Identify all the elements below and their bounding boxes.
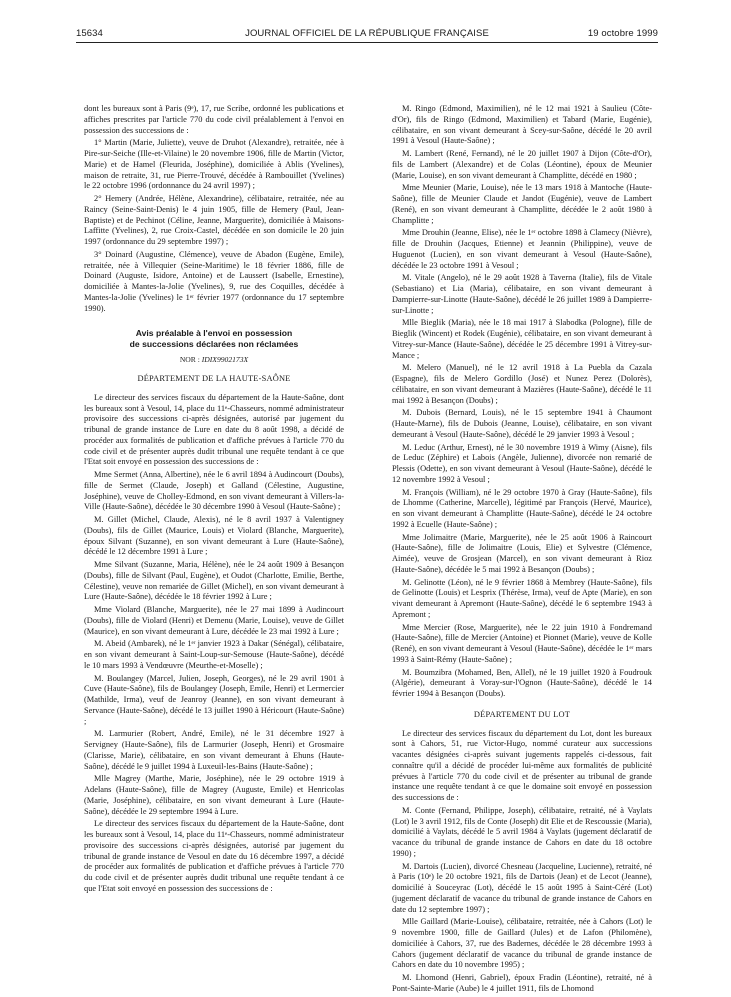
paragraph: M. Boulangey (Marcel, Julien, Joseph, Georges), né le 29 avril 1901 à Cuve (Haute-Saône), fils de Boulangey (Joseph, Emile, Henri) et Lermercier (Mathilde, Irma), veuf de Jeanroy (Jeanne), en son vivant demeurant à Servance (Haute-Saône), décédé le 13 juillet 1990 à Héricourt (Haute-Saône) ; [84, 673, 344, 726]
paragraph: M. Dartois (Lucien), divorcé Chesneau (Jacqueline, Lucienne), retraité, né à Paris (10ᵉ) le 20 octobre 1921, fils de Dartois (Jean) et de Lecot (Jeanne), domicilié à Souceyrac (Lot), décédé le 15 août 1995 à Saint-Céré (Lot) (jugement déclaratif de vacance du tribunal de grande instance de Cahors en date du 12 septembre 1997) ; [392, 861, 652, 914]
paragraph: M. Lambert (René, Fernand), né le 20 juillet 1907 à Dijon (Côte-d'Or), fils de Lambert (Alexandre) et de Colas (Léontine), époux de Meunier (Marie, Louise), en son vivant demeurant à Champlitte, décédé en 1980 ; [392, 149, 652, 180]
paragraph: Mme Silvant (Suzanne, Maria, Hélène), née le 24 août 1909 à Besançon (Doubs), fille de Silvant (Paul, Eugène), et Oudot (Charlotte, Emilie, Berthe, Célestine), veuve non remariée de Gillet (Michel), en son vivant demeurant à Lure (Haute-Saône), décédée le 18 février 1992 à Lure ; [84, 560, 344, 602]
nor-label: NOR : [179, 355, 200, 365]
paragraph: M. François (William), né le 29 octobre 1970 à Gray (Haute-Saône), fils de Lhomme (Catherine, Marcelle), légitimé par François (Hervé, Maurice), en son vivant demeurant à Champlitte (Haute-Saône), décédé le 24 octobre 1992 à Ecuelle (Haute-Saône) ; [392, 487, 652, 529]
paragraph: M. Dubois (Bernard, Louis), né le 15 septembre 1941 à Chaumont (Haute-Marne), fils de Dubois (Jeanne, Louise), célibataire, en son vivant demeurant à Vesoul (Haute-Saône), décédé le 29 janvier 1993 à Vesoul ; [392, 408, 652, 439]
paragraph: Le directeur des services fiscaux du département de la Haute-Saône, dont les bureaux sont à Vesoul, 14, place du 11ᵉ-Chasseurs, nommé administrateur provisoire des successions ci-après désignées, autorisé par jugement du tribunal de grande instance de Vesoul en date du 16 décembre 1997, a décidé de procéder aux formalités de publication et d'affiche prévues à l'article 770 du code civil et de présenter auprès dudit tribunal une requête tendant à ce que l'Etat soit envoyé en possession des successions de : [84, 819, 344, 893]
department-heading: DÉPARTEMENT DU LOT [473, 709, 571, 719]
paragraph: M. Leduc (Arthur, Ernest), né le 30 novembre 1919 à Wimy (Aisne), fils de Leduc (Zéphire) et Labois (Angèle, Julienne), divorcée non remarié de Plessis (Odette), en son vivant demeurant à Vesoul (Haute-Saône), décédé le 12 novembre 1992 à Vesoul ; [392, 442, 652, 484]
paragraph: M. Boumzibra (Mohamed, Ben, Allel), né le 19 juillet 1920 à Foudrouk (Algérie), demeurant à Voray-sur-l'Ognon (Haute-Saône), décédé le 14 février 1994 à Besançon (Doubs). [392, 667, 652, 698]
paragraph: Mme Sermet (Anna, Albertine), née le 6 avril 1894 à Audincourt (Doubs), fille de Sermet (Claude, Joseph) et Galland (Célestine, Augustine, Joséphine), veuve de Cholley-Edmond, en son vivant demeurant à Villers-la-Ville (Haute-Saône), décédée le 30 décembre 1990 à Vesoul (Haute-Saône) ; [84, 470, 344, 512]
list-item: 2° Hemery (Andrée, Hélène, Alexandrine), célibataire, retraitée, née au Raincy (Seine-Saint-Denis) le 4 juin 1905, fille de Hemery (Paul, Jean-Baptiste) et de Pechinot (Céline, Jeanne, Marguerite), domiciliée à Maisons-Laffitte (Yvelines), 2, rue Croix-Castel, décédée en son domicile le 20 juin 1997 (ordonnance du 29 septembre 1997) ; [84, 194, 344, 246]
paragraph: M. Vitale (Angelo), né le 29 août 1928 à Taverna (Italie), fils de Vitale (Sebastiano) et Lia (Maria), célibataire, en son vivant demeurant à Dampierre-sur-Linotte (Haute-Saône), décédé le 26 juillet 1989 à Dampierre-sur-Linotte ; [392, 273, 652, 315]
paragraph: Mlle Gaillard (Marie-Louise), célibataire, retraitée, née à Cahors (Lot) le 9 novembre 1900, fille de Gaillard (Jules) et de Lafon (Philomène), domiciliée à Cahors, 37, rue des Badernes, décédée le 28 décembre 1993 à Cahors (jugement déclaratif de vacance du tribunal de grande instance de Cahors en date du 10 novembre 1995) ; [392, 917, 652, 970]
list-item: 3° Doinard (Augustine, Clémence), veuve de Abadon (Eugène, Emile), retraitée, née à Villequier (Seine-Maritime) le 18 février 1886, fille de Doinard (Auguste, Isidore, Antoine) et de Laussert (Isabelle, Ernestine), domiciliée à Mantes-la-Jolie (Yvelines), 9, rue des Coquilles, décédée à Mantes-la-Jolie (Yvelines) le 1ᵉʳ février 1977 (ordonnance du 17 septembre 1990). [84, 249, 344, 313]
department-heading: DÉPARTEMENT DE LA HAUTE-SAÔNE [137, 374, 291, 383]
paragraph: M. Ringo (Edmond, Maximilien), né le 12 mai 1921 à Saulieu (Côte-d'Or), fils de Ringo (Edmond, Maximilien) et Tabard (Marie, Eugénie), célibataire, en son vivant demeurant à Scey-sur-Saône, décédé le 20 avril 1991 à Vesoul (Haute-Saône) ; [392, 104, 652, 146]
left-column [84, 104, 344, 897]
journal-title: JOURNAL OFFICIEL DE LA RÉPUBLIQUE FRANÇAISE [245, 28, 489, 39]
notice-title [84, 328, 344, 349]
paragraph: Mme Mercier (Rose, Marguerite), née le 22 juin 1910 à Fondremand (Haute-Saône), fille de Mercier (Antoine) et Pionnet (Marie), veuve de Kolle (René), en son vivant demeurant à Vesoul (Haute-Saône), décédée le 1ᵉʳ mars 1993 à Saint-Rémy (Haute-Saône) ; [392, 622, 652, 664]
issue-date: 19 octobre 1999 [587, 28, 658, 39]
header-rule [76, 42, 658, 43]
right-column [392, 104, 652, 997]
nor-code: IDIX9902173X [201, 355, 249, 365]
nor-reference [84, 355, 344, 366]
paragraph: M. Melero (Manuel), né le 12 avril 1918 à La Puebla da Cazala (Espagne), fils de Melero Gordillo (José) et Nunez Perez (Dolorès), célibataire, en son vivant demeurant à Mazières (Haute-Saône), décédé le 11 mai 1992 à Besançon (Doubs) ; [392, 363, 652, 405]
paragraph: M. Conte (Fernand, Philippe, Joseph), célibataire, retraité, né à Vaylats (Lot) le 3 avril 1912, fils de Conte (Joseph) dit Elie et de Rescoussie (Maria), domicilié à Vaylats, décédé le 5 avril 1984 à Vaylats (jugement déclaratif de vacance du tribunal de grande instance de Cahors en date du 18 octobre 1990) ; [392, 805, 652, 858]
paragraph: Mlle Bieglik (Maria), née le 18 mai 1917 à Slabodka (Pologne), fille de Bieglik (Wincent) et Rodek (Eugénie), célibataire, en son vivant demeurant à Vitrey-sur-Mance (Haute-Saône), décédée le 25 décembre 1991 à Vitrey-sur-Mance ; [392, 318, 652, 360]
notice-title-line: Avis préalable à l'envoi en possession [135, 328, 293, 339]
intro-paragraph: dont les bureaux sont à Paris (9ᵉ), 17, rue Scribe, ordonné les publications et affiches prescrites par l'article 770 du code civil préalablement à l'envoi en possession des successions de : [84, 104, 344, 135]
paragraph: M. Larmurier (Robert, André, Emile), né le 31 décembre 1927 à Servigney (Haute-Saône), fils de Larmurier (Joseph, Henri) et Grosmaire (Clarisse, Marie), célibataire, en son vivant demeurant à Ehuns (Haute-Saône), décédé le 9 juillet 1994 à Luxeuil-les-Bains (Haute-Saône) ; [84, 729, 344, 771]
paragraph: Mme Violard (Blanche, Marguerite), née le 27 mai 1899 à Audincourt (Doubs), fille de Violard (Henri) et Demenu (Marie, Louise), veuve de Gillet (Maurice), en son vivant demeurant à Lure, décédée le 23 mai 1992 à Lure ; [84, 605, 344, 636]
paragraph: M. Gillet (Michel, Claude, Alexis), né le 8 avril 1937 à Valentigney (Doubs), fils de Gillet (Maurice, Louis) et Violard (Blanche, Marguerite), époux Silvant (Suzanne), en son vivant demeurant à Lure (Haute-Saône), décédé le 12 décembre 1991 à Lure ; [84, 515, 344, 557]
list-item: 1° Martin (Marie, Juliette), veuve de Druhot (Alexandre), retraitée, née à Pire-sur-Seiche (Ille-et-Vilaine) le 20 novembre 1906, fille de Martin (Victor, Marie) et de Hamel (Fleurida, Joséphine), domiciliée à Ablis (Yvelines), maison de retraite, 31, rue Pierre-Trouvé, décédée à Rambouillet (Yvelines) le 22 octobre 1996 (ordonnance du 24 avril 1997) ; [84, 138, 344, 191]
paragraph: Le directeur des services fiscaux du département de la Haute-Saône, dont les bureaux sont à Vesoul, 14, place du 11ᵉ-Chasseurs, nommé administrateur provisoire des successions ci-après désignées, autorisé par jugement du tribunal de grande instance de Lure en date du 8 août 1998, a décidé de procéder aux formalités de publication et d'affiche prévues à l'article 770 du code civil et de présenter auprès dudit tribunal une requête tendant à ce que l'Etat soit envoyé en possession des successions de : [84, 392, 344, 467]
paragraph: Mme Jolimaitre (Marie, Marguerite), née le 25 août 1906 à Raincourt (Haute-Saône), fille de Jolimaitre (Louis, Elie) et Sylvestre (Clémence, Aimée), veuve de Grosjean (Marcel), en son vivant demeurant à Rioz (Haute-Saône), décédée le 5 mai 1992 à Besançon (Doubs) ; [392, 532, 652, 574]
paragraph: M. Gelinotte (Léon), né le 9 février 1868 à Membrey (Haute-Saône), fils de Gelinotte (Louis) et Lesprix (Thérèse, Irma), veuf de Apte (Marie), en son vivant demeurant à Apremont (Haute-Saône), décédé le 6 septembre 1943 à Apremont ; [392, 577, 652, 619]
paragraph: Mme Drouhin (Jeanne, Elise), née le 1ᵉʳ octobre 1898 à Clamecy (Nièvre), fille de Drouhin (Jacques, Etienne) et Jeannin (Philippine), veuve de Huguenot (Lucien), en son vivant demeurant à Vesoul (Haute-Saône), décédée le 23 octobre 1991 à Vesoul ; [392, 228, 652, 270]
paragraph: Mlle Magrey (Marthe, Marie, Joséphine), née le 29 octobre 1919 à Adelans (Haute-Saône), fille de Magrey (Auguste, Emile) et Henricolas (Marie, Joséphine), célibataire, en son vivant demeurant à Lure (Haute-Saône), décédée le 29 septembre 1994 à Lure. [84, 774, 344, 816]
paragraph: Le directeur des services fiscaux du département du Lot, dont les bureaux sont à Cahors, 51, rue Victor-Hugo, nommé curateur aux successions vacantes désignées ci-après suivant jugements rappelés ci-dessous, fait connaître qu'il a décidé de procéder lui-même aux formalités de publicité prévues à l'article 770 du code civil et de présenter au tribunal de grande instance une requête tendant à ce que le domaine soit envoyé en possession des successions de : [392, 728, 652, 802]
paragraph: Mme Meunier (Marie, Louise), née le 13 mars 1918 à Mantoche (Haute-Saône), fille de Meunier Claude et Jandot (Eugénie), veuve de Lambert (René), en son vivant demeurant à Champlitte, décédée le 2 août 1980 à Champlitte ; [392, 183, 652, 225]
notice-title-line: de successions déclarées non réclamées [129, 338, 299, 349]
page-header [76, 28, 658, 42]
paragraph: M. Abeid (Ambarek), né le 1ᵉʳ janvier 1923 à Dakar (Sénégal), célibataire, en son vivant demeurant à Saint-Loup-sur-Semouse (Haute-Saône), décédé le 10 mars 1993 à Vendœuvre (Meurthe-et-Moselle) ; [84, 639, 344, 670]
page-number: 15634 [76, 28, 103, 39]
paragraph: M. Lhomond (Henri, Gabriel), époux Fradin (Léontine), retraité, né à Pont-Sainte-Marie (Aube) le 4 juillet 1911, fils de Lhomond [392, 973, 652, 993]
